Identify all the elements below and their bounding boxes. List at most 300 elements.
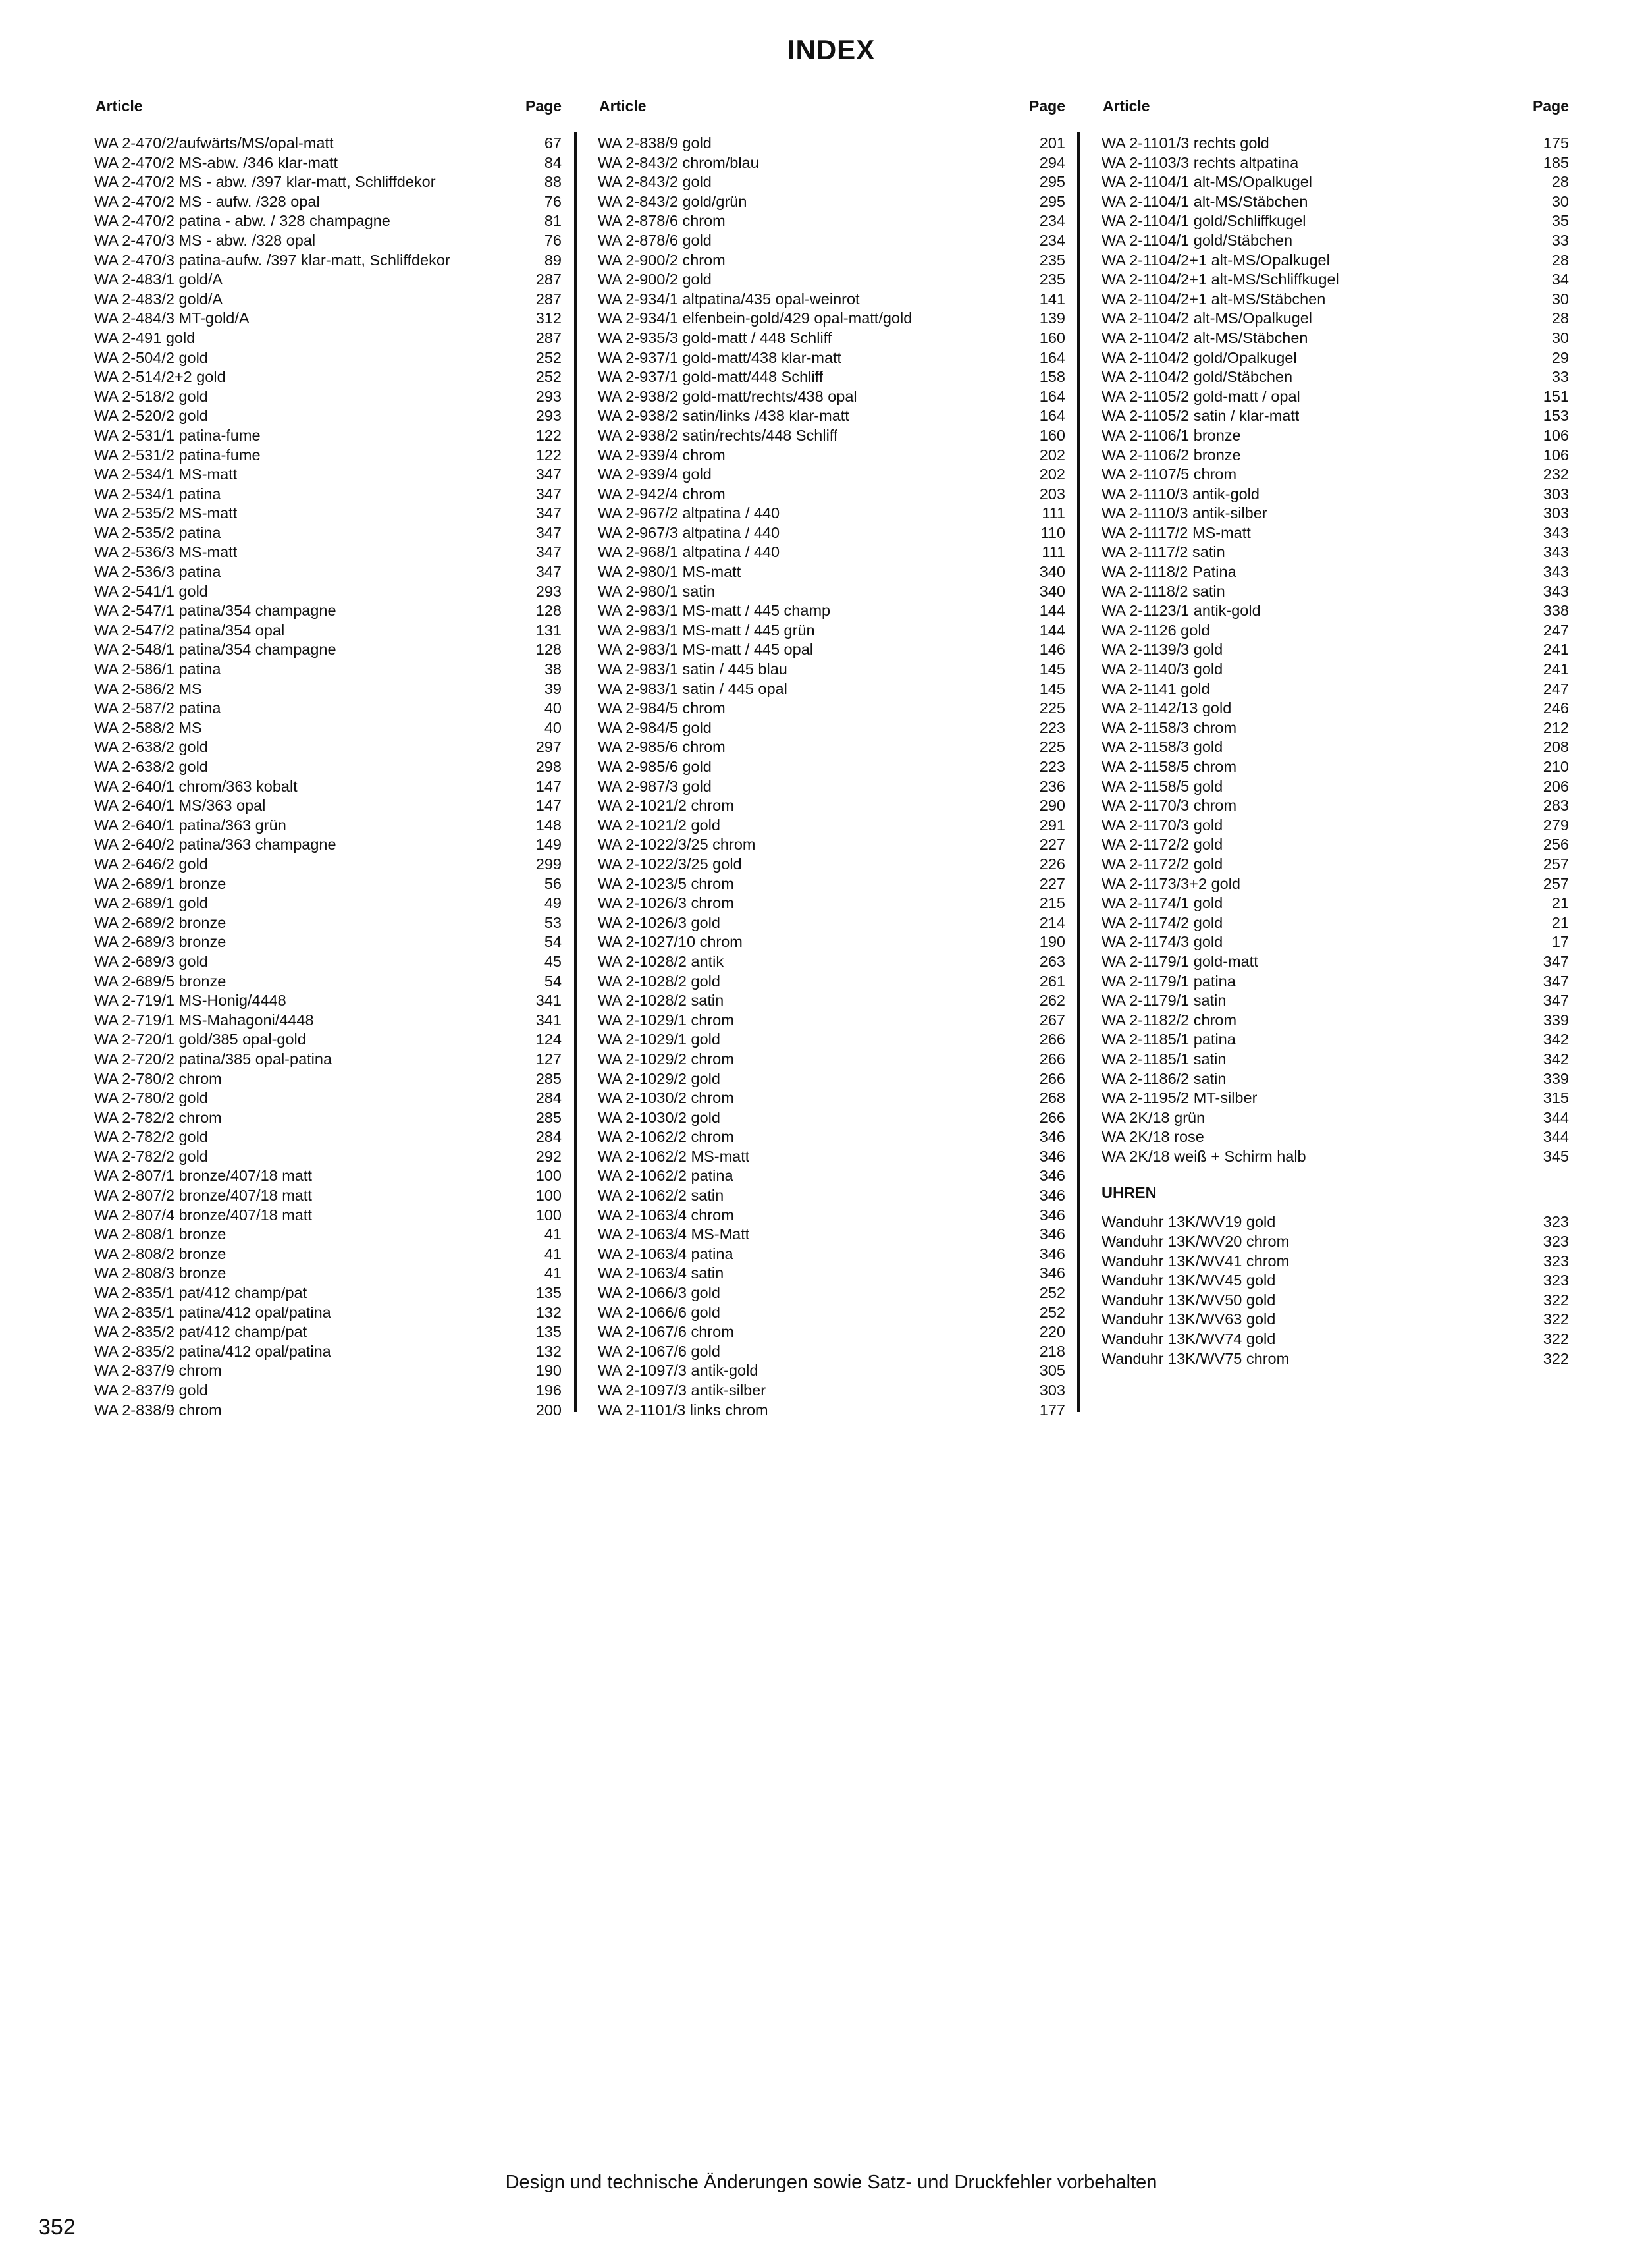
index-entry — [598, 1206, 1065, 1226]
index-entry — [598, 932, 1065, 952]
column-divider — [1077, 132, 1080, 1412]
page-ref: 210 — [1543, 758, 1569, 775]
article-name: WA 2-838/9 chrom — [94, 1401, 222, 1418]
article-name: WA 2-837/9 gold — [94, 1382, 208, 1399]
page-ref: 347 — [535, 466, 562, 483]
page-ref: 322 — [1543, 1349, 1569, 1367]
page-ref: 266 — [1039, 1069, 1065, 1087]
index-column-1 — [94, 96, 562, 1420]
page-ref: 208 — [1543, 738, 1569, 756]
article-name: WA 2-689/3 gold — [94, 952, 208, 970]
article-name: WA 2-689/5 bronze — [94, 972, 226, 990]
article-name: WA 2-1142/13 gold — [1102, 699, 1232, 717]
index-entry — [94, 582, 562, 602]
article-name: WA 2-1104/2+1 alt-MS/Stäbchen — [1102, 290, 1326, 308]
article-name: WA 2-782/2 gold — [94, 1128, 208, 1146]
page-ref: 267 — [1039, 1011, 1065, 1029]
page-ref: 149 — [535, 836, 562, 853]
page-ref: 252 — [535, 348, 562, 366]
index-entry — [1102, 640, 1569, 660]
page-ref: 160 — [1039, 329, 1065, 346]
article-name: WA 2-1195/2 MT-silber — [1102, 1089, 1258, 1107]
index-entry — [94, 932, 562, 952]
index-entry — [94, 757, 562, 777]
article-name: WA 2-939/4 chrom — [598, 446, 726, 464]
index-entry — [1102, 718, 1569, 738]
index-entry — [94, 211, 562, 231]
page-ref: 241 — [1543, 641, 1569, 659]
page-header: Page — [1029, 97, 1065, 115]
index-entry — [598, 991, 1065, 1011]
index-entry — [598, 348, 1065, 368]
article-name: WA 2-640/1 patina/363 grün — [94, 816, 286, 834]
page-ref: 315 — [1543, 1089, 1569, 1107]
index-entry — [1102, 153, 1569, 173]
article-name: WA 2-937/1 gold-matt/438 klar-matt — [598, 348, 842, 366]
page-ref: 346 — [1039, 1245, 1065, 1262]
article-name: WA 2-1022/3/25 chrom — [598, 836, 756, 853]
page-ref: 49 — [544, 894, 562, 912]
page-ref: 147 — [535, 797, 562, 815]
index-entry — [598, 796, 1065, 816]
article-name: WA 2-1066/3 gold — [598, 1284, 720, 1302]
page-ref: 54 — [544, 933, 562, 951]
page-ref: 147 — [535, 777, 562, 795]
page-ref: 34 — [1551, 271, 1569, 288]
index-entry — [598, 640, 1065, 660]
page-ref: 135 — [535, 1323, 562, 1341]
page-ref: 347 — [535, 485, 562, 502]
article-header: Article — [599, 97, 647, 115]
page-ref: 323 — [1543, 1252, 1569, 1270]
page-ref: 261 — [1039, 972, 1065, 990]
page-ref: 110 — [1040, 524, 1065, 541]
index-entry — [1102, 1232, 1569, 1252]
article-name: WA 2-1104/2 alt-MS/Opalkugel — [1102, 310, 1313, 327]
index-entry — [598, 329, 1065, 348]
page-ref: 295 — [1039, 173, 1065, 191]
page-ref: 266 — [1039, 1050, 1065, 1067]
index-entry — [598, 952, 1065, 972]
index-entry — [1102, 485, 1569, 504]
page-ref: 299 — [535, 855, 562, 873]
index-entry — [598, 524, 1065, 543]
article-name: WA 2-1062/2 chrom — [598, 1128, 734, 1146]
page-ref: 283 — [1543, 797, 1569, 815]
page-ref: 164 — [1039, 348, 1065, 366]
page-ref: 252 — [535, 368, 562, 386]
article-name: WA 2-1106/2 bronze — [1102, 446, 1241, 464]
index-entry — [1102, 1349, 1569, 1369]
article-name: WA 2-1141 gold — [1102, 680, 1210, 697]
page-ref: 256 — [1543, 836, 1569, 853]
article-name: WA 2-1104/1 gold/Schliffkugel — [1102, 212, 1306, 230]
index-entry — [598, 757, 1065, 777]
page-ref: 67 — [544, 134, 562, 151]
index-entry — [598, 1283, 1065, 1303]
page-ref: 206 — [1543, 777, 1569, 795]
index-entry — [598, 1322, 1065, 1342]
article-name: WA 2-838/9 gold — [598, 134, 712, 151]
article-name: Wanduhr 13K/WV20 chrom — [1102, 1233, 1290, 1251]
article-name: WA 2-984/5 chrom — [598, 699, 726, 717]
index-entry — [1102, 406, 1569, 426]
article-name: WA 2-483/2 gold/A — [94, 290, 223, 308]
index-entry — [94, 329, 562, 348]
page-ref: 132 — [535, 1342, 562, 1360]
page-ref: 28 — [1551, 251, 1569, 269]
page-ref: 132 — [535, 1303, 562, 1321]
page-ref: 252 — [1039, 1303, 1065, 1321]
index-entry — [598, 1166, 1065, 1186]
article-name: WA 2-983/1 MS-matt / 445 champ — [598, 602, 831, 620]
page-ref: 232 — [1543, 466, 1569, 483]
page-ref: 30 — [1551, 290, 1569, 308]
page-ref: 41 — [544, 1226, 562, 1243]
article-name: WA 2-1170/3 gold — [1102, 816, 1223, 834]
article-name: WA 2-780/2 gold — [94, 1089, 208, 1107]
page-ref: 342 — [1543, 1031, 1569, 1048]
column-header — [598, 96, 1065, 116]
article-name: WA 2-1026/3 chrom — [598, 894, 734, 912]
article-name: WA 2-983/1 satin / 445 blau — [598, 661, 787, 678]
article-name: WA 2-1158/5 chrom — [1102, 758, 1237, 775]
page-ref: 146 — [1039, 641, 1065, 659]
index-entry — [94, 173, 562, 192]
index-entry — [94, 1069, 562, 1089]
page-ref: 347 — [535, 504, 562, 522]
article-name: WA 2-934/1 elfenbein-gold/429 opal-matt/gold — [598, 310, 913, 327]
page-ref: 252 — [1039, 1284, 1065, 1302]
index-entry — [94, 1011, 562, 1031]
index-entry — [94, 426, 562, 446]
index-entry — [598, 582, 1065, 602]
page-ref: 54 — [544, 972, 562, 990]
article-name: WA 2-1186/2 satin — [1102, 1069, 1227, 1087]
page-ref: 322 — [1543, 1330, 1569, 1348]
page-ref: 30 — [1551, 192, 1569, 210]
index-entry — [1102, 426, 1569, 446]
article-name: WA 2-807/1 bronze/407/18 matt — [94, 1167, 312, 1185]
page-ref: 338 — [1543, 602, 1569, 620]
article-name: WA 2-900/2 gold — [598, 271, 712, 288]
page-ref: 293 — [535, 407, 562, 425]
index-entry — [598, 465, 1065, 485]
index-entry — [598, 1225, 1065, 1245]
page-ref: 340 — [1039, 563, 1065, 581]
page-ref: 214 — [1039, 913, 1065, 931]
article-name: WA 2-1066/6 gold — [598, 1303, 720, 1321]
page-ref: 246 — [1543, 699, 1569, 717]
article-name: WA 2-470/3 MS - abw. /328 opal — [94, 231, 316, 249]
index-entry — [1102, 134, 1569, 153]
page-ref: 145 — [1039, 680, 1065, 697]
page-ref: 347 — [535, 543, 562, 561]
page-ref: 341 — [535, 1011, 562, 1029]
index-entry — [1102, 1127, 1569, 1147]
article-name: WA 2-1179/1 patina — [1102, 972, 1236, 990]
article-name: WA 2-782/2 gold — [94, 1147, 208, 1165]
page-ref: 164 — [1039, 387, 1065, 405]
index-entry — [94, 991, 562, 1011]
index-entry — [1102, 1310, 1569, 1330]
page-ref: 257 — [1543, 855, 1569, 873]
page-ref: 290 — [1039, 797, 1065, 815]
article-name: WA 2-807/4 bronze/407/18 matt — [94, 1206, 312, 1224]
index-entry — [1102, 835, 1569, 855]
index-entry — [94, 640, 562, 660]
page-ref: 343 — [1543, 582, 1569, 600]
article-name: WA 2-518/2 gold — [94, 387, 208, 405]
page-ref: 293 — [535, 387, 562, 405]
article-name: WA 2-835/1 pat/412 champ/pat — [94, 1284, 307, 1302]
index-entry — [1102, 1291, 1569, 1310]
article-name: WA 2-1170/3 chrom — [1102, 797, 1237, 815]
page-ref: 303 — [1543, 504, 1569, 522]
page-ref: 28 — [1551, 310, 1569, 327]
article-name: WA 2-937/1 gold-matt/448 Schliff — [598, 368, 824, 386]
article-name: WA 2-835/2 pat/412 champ/pat — [94, 1323, 307, 1341]
page-ref: 347 — [1543, 972, 1569, 990]
article-name: WA 2-1140/3 gold — [1102, 661, 1223, 678]
article-name: WA 2-640/2 patina/363 champagne — [94, 836, 336, 853]
index-entry — [94, 1401, 562, 1420]
page-ref: 76 — [544, 231, 562, 249]
article-name: WA 2-1022/3/25 gold — [598, 855, 742, 873]
article-name: WA 2-1104/2+1 alt-MS/Opalkugel — [1102, 251, 1330, 269]
index-entry — [1102, 1212, 1569, 1232]
index-entry — [94, 1342, 562, 1362]
index-entry — [1102, 270, 1569, 290]
article-name: WA 2-536/3 MS-matt — [94, 543, 238, 561]
page-ref: 292 — [535, 1147, 562, 1165]
index-entry — [94, 1089, 562, 1108]
article-name: WA 2-808/3 bronze — [94, 1264, 226, 1282]
index-entry — [598, 1011, 1065, 1031]
page-ref: 343 — [1543, 563, 1569, 581]
article-name: WA 2-807/2 bronze/407/18 matt — [94, 1187, 312, 1204]
index-entry — [94, 524, 562, 543]
page-ref: 247 — [1543, 680, 1569, 697]
article-name: WA 2-541/1 gold — [94, 582, 208, 600]
article-name: WA 2-586/2 MS — [94, 680, 202, 697]
index-column-3 — [1102, 96, 1569, 1368]
article-name: WA 2-535/2 MS-matt — [94, 504, 238, 522]
page-ref: 298 — [535, 758, 562, 775]
index-entry — [598, 153, 1065, 173]
index-entry — [1102, 211, 1569, 231]
index-entry — [1102, 1011, 1569, 1031]
page-ref: 128 — [535, 602, 562, 620]
index-entry — [598, 1089, 1065, 1108]
article-name: WA 2-470/3 patina-aufw. /397 klar-matt, Schliffdekor — [94, 251, 450, 269]
column-header — [1102, 96, 1569, 116]
index-entry — [598, 134, 1065, 153]
index-entry — [94, 1283, 562, 1303]
index-entry — [1102, 1089, 1569, 1108]
page-title: INDEX — [787, 34, 876, 65]
page-ref: 106 — [1543, 446, 1569, 464]
page-ref: 262 — [1039, 992, 1065, 1010]
article-header: Article — [1103, 97, 1150, 115]
page-ref: 223 — [1039, 758, 1065, 775]
index-entry — [598, 855, 1065, 875]
index-entry — [598, 1147, 1065, 1167]
page-ref: 100 — [535, 1167, 562, 1185]
page-ref: 234 — [1039, 212, 1065, 230]
index-entry — [1102, 465, 1569, 485]
page-ref: 236 — [1039, 777, 1065, 795]
article-name: WA 2-942/4 chrom — [598, 485, 726, 502]
uhren-rows — [1102, 1212, 1569, 1368]
index-entry — [94, 875, 562, 894]
article-name: WA 2-470/2 MS-abw. /346 klar-matt — [94, 153, 338, 171]
index-entry — [1102, 504, 1569, 524]
page-ref: 295 — [1039, 192, 1065, 210]
page-ref: 127 — [535, 1050, 562, 1067]
page-ref: 201 — [1039, 134, 1065, 151]
article-header: Article — [95, 97, 143, 115]
index-entry — [94, 680, 562, 699]
index-entry — [598, 406, 1065, 426]
page-ref: 322 — [1543, 1310, 1569, 1328]
page-ref: 247 — [1543, 621, 1569, 639]
page-ref: 56 — [544, 875, 562, 892]
index-entry — [1102, 875, 1569, 894]
article-name: WA 2-1062/2 patina — [598, 1167, 733, 1185]
page-ref: 202 — [1039, 466, 1065, 483]
page-ref: 347 — [535, 524, 562, 541]
page-ref: 220 — [1039, 1323, 1065, 1341]
article-name: WA 2-720/1 gold/385 opal-gold — [94, 1031, 306, 1048]
index-entry — [94, 153, 562, 173]
page-ref: 160 — [1039, 426, 1065, 444]
article-name: WA 2-548/1 patina/354 champagne — [94, 641, 336, 659]
index-entry — [94, 1108, 562, 1128]
page-ref: 303 — [1039, 1382, 1065, 1399]
article-name: WA 2-1104/1 gold/Stäbchen — [1102, 231, 1293, 249]
page-ref: 285 — [535, 1108, 562, 1126]
page-ref: 347 — [1543, 992, 1569, 1010]
index-entry — [598, 387, 1065, 407]
article-name: WA 2-985/6 chrom — [598, 738, 726, 756]
article-name: WA 2-900/2 chrom — [598, 251, 726, 269]
article-name: WA 2-1097/3 antik-silber — [598, 1382, 766, 1399]
article-name: WA 2-587/2 patina — [94, 699, 221, 717]
index-entry — [1102, 913, 1569, 933]
article-name: WA 2-719/1 MS-Mahagoni/4448 — [94, 1011, 314, 1029]
article-name: WA 2-531/2 patina-fume — [94, 446, 261, 464]
index-entry — [1102, 932, 1569, 952]
page-ref: 144 — [1039, 621, 1065, 639]
index-entry — [1102, 1069, 1569, 1089]
article-name: WA 2-808/1 bronze — [94, 1226, 226, 1243]
page-ref: 346 — [1039, 1187, 1065, 1204]
index-entry — [94, 738, 562, 757]
index-entry — [94, 796, 562, 816]
article-name: WA 2-689/1 gold — [94, 894, 208, 912]
index-entry — [1102, 446, 1569, 466]
article-name: WA 2-1104/2+1 alt-MS/Schliffkugel — [1102, 271, 1339, 288]
page-ref: 263 — [1039, 952, 1065, 970]
index-entry — [598, 680, 1065, 699]
page-ref: 225 — [1039, 738, 1065, 756]
index-entry — [1102, 524, 1569, 543]
column-divider — [574, 132, 577, 1412]
index-entry — [94, 1030, 562, 1050]
index-entry — [1102, 991, 1569, 1011]
index-entry — [598, 1050, 1065, 1069]
article-name: WA 2-983/1 MS-matt / 445 grün — [598, 621, 815, 639]
article-name: WA 2-1179/1 satin — [1102, 992, 1227, 1010]
page-ref: 45 — [544, 952, 562, 970]
article-name: WA 2-835/1 patina/412 opal/patina — [94, 1303, 331, 1321]
article-name: WA 2-983/1 satin / 445 opal — [598, 680, 787, 697]
page-number: 352 — [38, 2215, 76, 2240]
page-ref: 29 — [1551, 348, 1569, 366]
article-name: WA 2-588/2 MS — [94, 718, 202, 736]
index-entry — [1102, 173, 1569, 192]
page-ref: 346 — [1039, 1147, 1065, 1165]
article-name: WA 2-1021/2 chrom — [598, 797, 734, 815]
index-entry — [598, 621, 1065, 641]
index-entry — [94, 562, 562, 582]
page-ref: 323 — [1543, 1213, 1569, 1231]
index-entry — [94, 1245, 562, 1264]
article-name: WA 2-1067/6 chrom — [598, 1323, 734, 1341]
index-entry — [598, 211, 1065, 231]
page-ref: 227 — [1039, 836, 1065, 853]
page-ref: 145 — [1039, 661, 1065, 678]
page-ref: 89 — [544, 251, 562, 269]
article-name: WA 2-646/2 gold — [94, 855, 208, 873]
index-entry — [598, 835, 1065, 855]
page-ref: 88 — [544, 173, 562, 191]
index-entry — [598, 1381, 1065, 1401]
page-ref: 128 — [535, 641, 562, 659]
article-name: Wanduhr 13K/WV63 gold — [1102, 1310, 1276, 1328]
page-ref: 39 — [544, 680, 562, 697]
article-name: WA 2-938/2 satin/links /438 klar-matt — [598, 407, 849, 425]
article-name: WA 2-1173/3+2 gold — [1102, 875, 1240, 892]
index-entry — [94, 1225, 562, 1245]
article-name: WA 2-1029/1 chrom — [598, 1011, 734, 1029]
article-name: WA 2-470/2 MS - aufw. /328 opal — [94, 192, 320, 210]
index-entry — [94, 270, 562, 290]
page-ref: 279 — [1543, 816, 1569, 834]
article-name: WA 2-1101/3 rechts gold — [1102, 134, 1269, 151]
index-rows — [94, 134, 562, 1420]
page-ref: 284 — [535, 1128, 562, 1146]
article-name: WA 2-939/4 gold — [598, 466, 712, 483]
index-entry — [1102, 796, 1569, 816]
index-entry — [94, 134, 562, 153]
page-ref: 153 — [1543, 407, 1569, 425]
article-name: WA 2-689/3 bronze — [94, 933, 226, 951]
page-ref: 81 — [544, 212, 562, 230]
article-name: WA 2-1158/3 gold — [1102, 738, 1223, 756]
article-name: WA 2-1029/2 chrom — [598, 1050, 734, 1067]
article-name: Wanduhr 13K/WV45 gold — [1102, 1272, 1276, 1289]
index-entry — [598, 972, 1065, 992]
index-entry — [598, 231, 1065, 251]
article-name: WA 2-689/1 bronze — [94, 875, 226, 892]
article-name: WA 2-1174/2 gold — [1102, 913, 1223, 931]
index-entry — [94, 601, 562, 621]
page-ref: 106 — [1543, 426, 1569, 444]
index-entry — [1102, 601, 1569, 621]
page-ref: 340 — [1039, 582, 1065, 600]
